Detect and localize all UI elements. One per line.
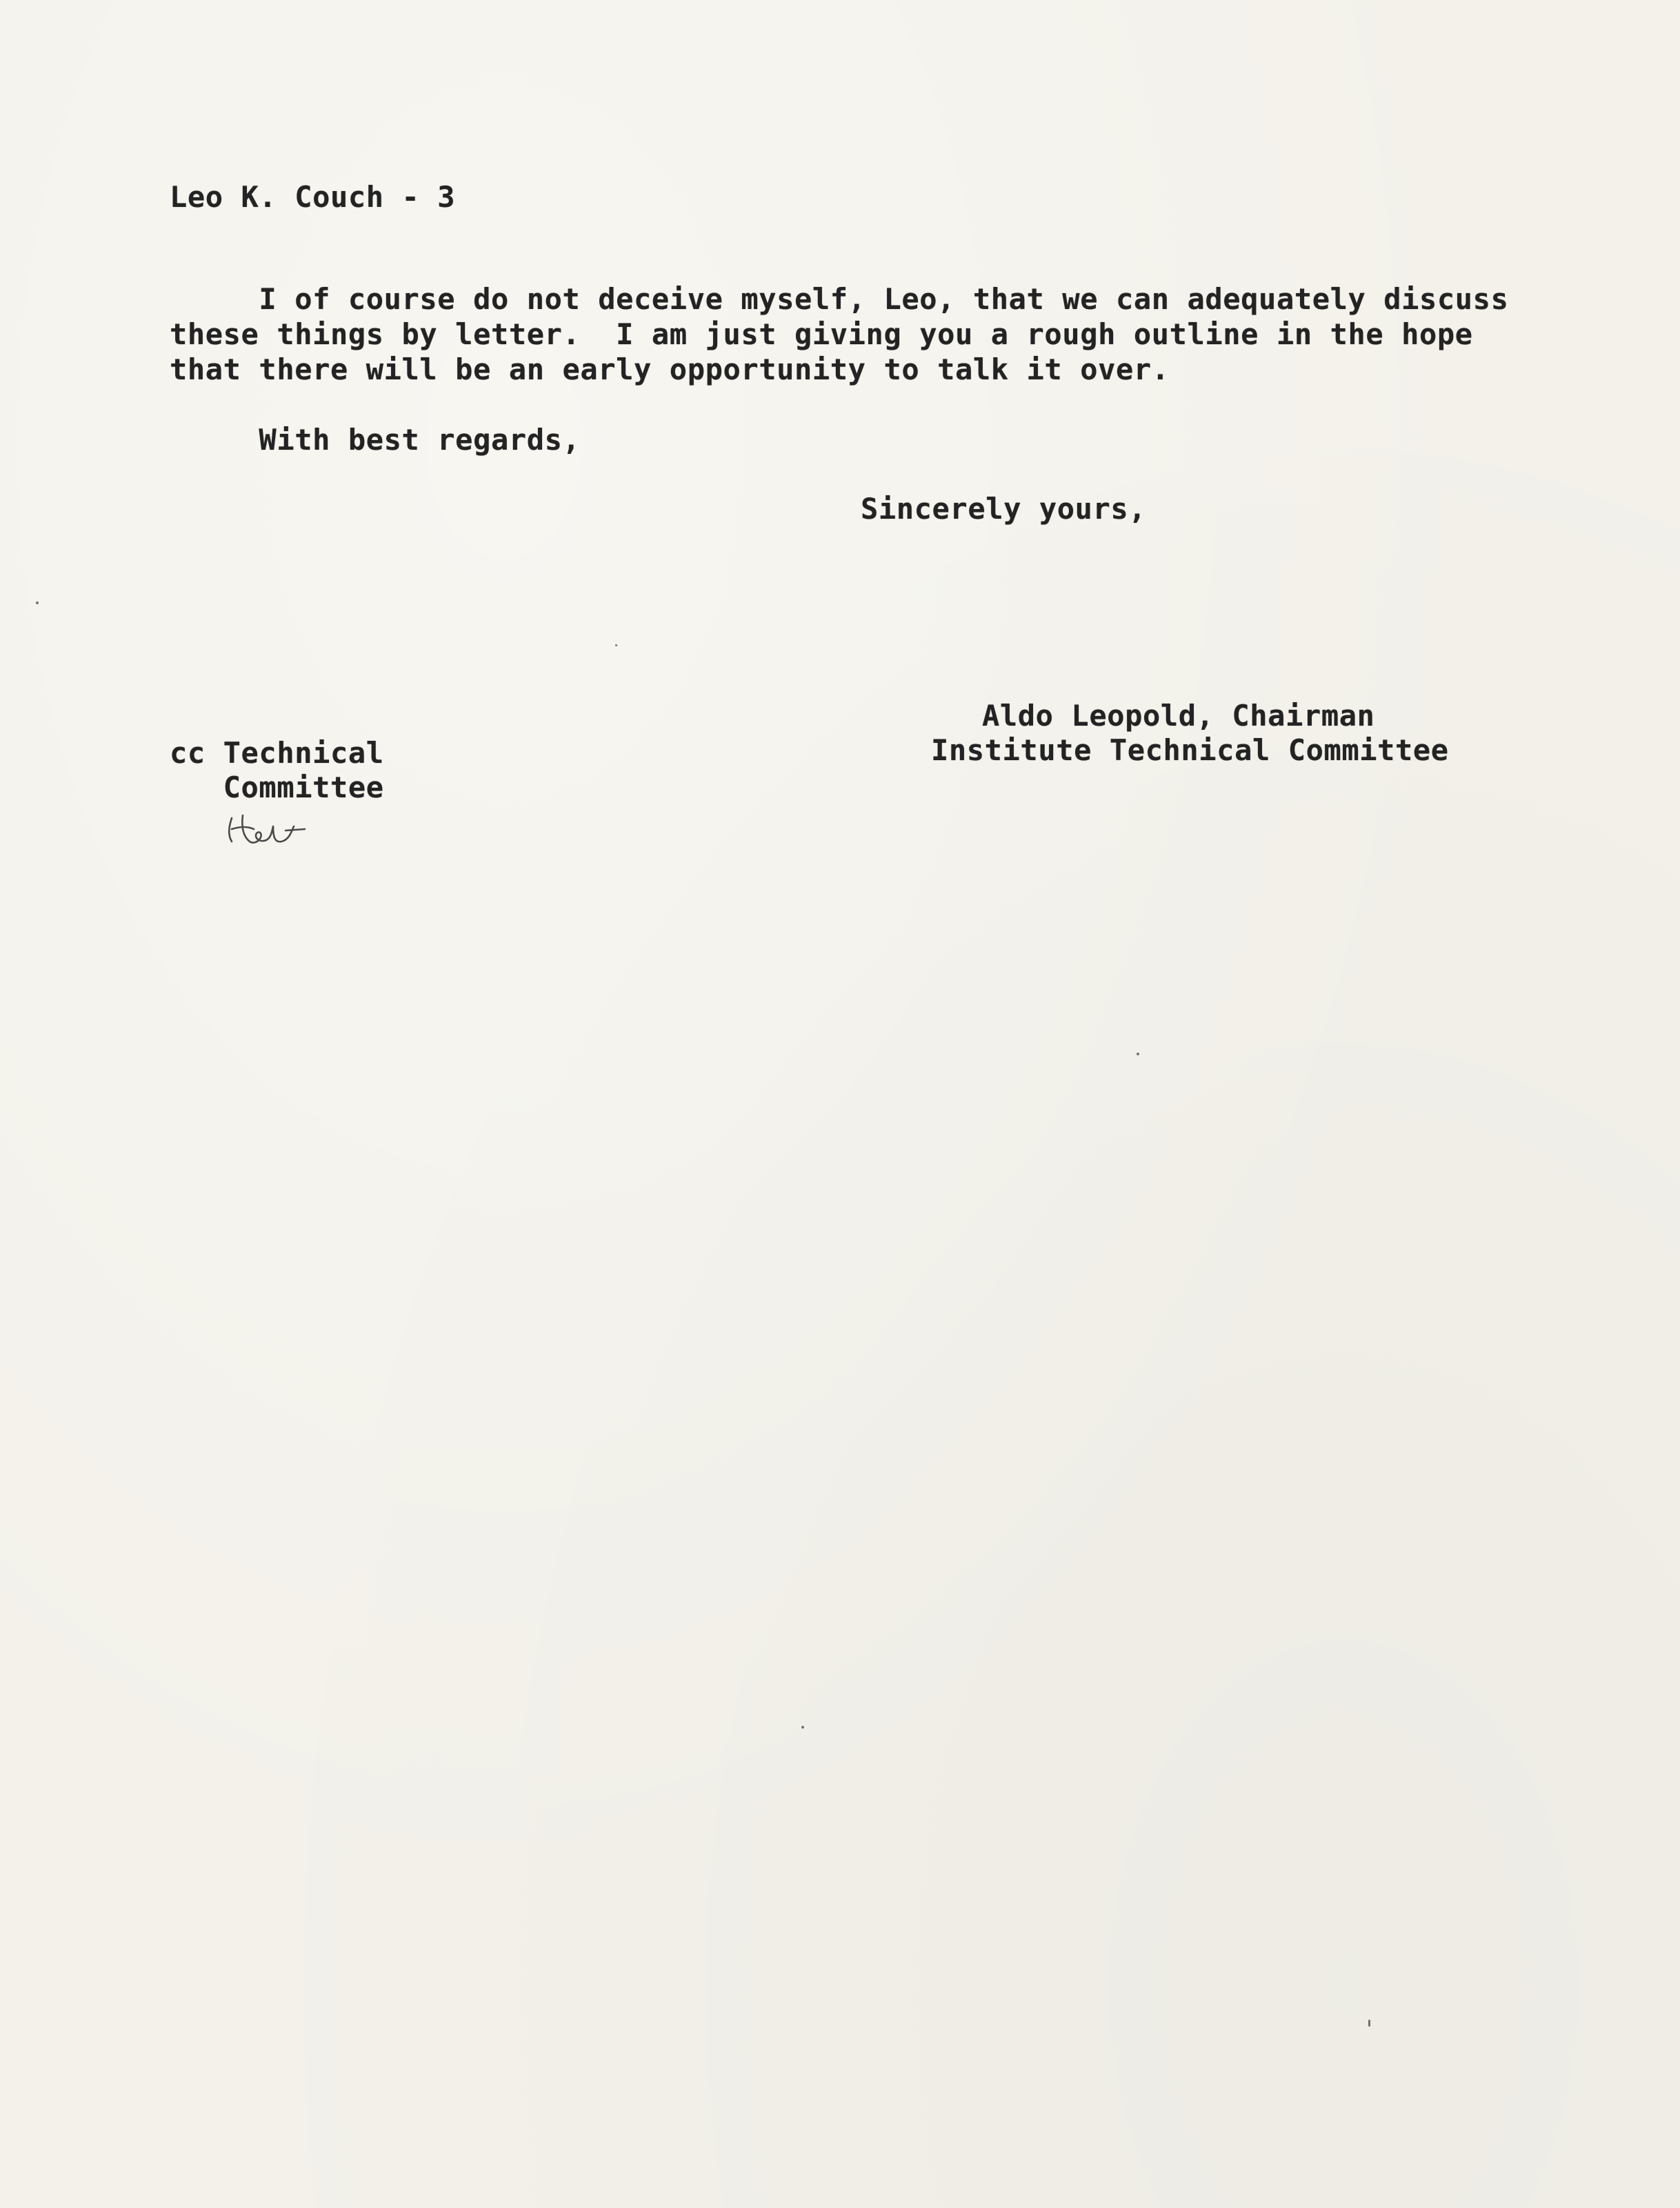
cc-line-1: cc Technical — [170, 736, 384, 770]
body-line-3: that there will be an early opportunity to talk it over. — [170, 352, 1170, 386]
signature-title: Institute Technical Committee — [931, 733, 1449, 767]
body-line-1: I of course do not deceive myself, Leo, that we can adequately discuss — [170, 282, 1509, 316]
paper-speck — [801, 1726, 804, 1729]
paper-speck — [36, 601, 39, 604]
cc-line-2: Committee — [170, 770, 384, 804]
signature-name: Aldo Leopold, Chairman — [982, 699, 1375, 733]
handwritten-initials — [222, 806, 326, 854]
closing-line: Sincerely yours, — [861, 492, 1147, 526]
paper-speck — [1137, 1053, 1139, 1055]
body-line-2: these things by letter. I am just giving you a rough outline in the hope — [170, 317, 1473, 351]
paper-speck — [615, 644, 617, 646]
page-header: Leo K. Couch - 3 — [170, 180, 456, 214]
paper-speck — [1368, 2020, 1370, 2027]
regards-line: With best regards, — [170, 423, 581, 457]
